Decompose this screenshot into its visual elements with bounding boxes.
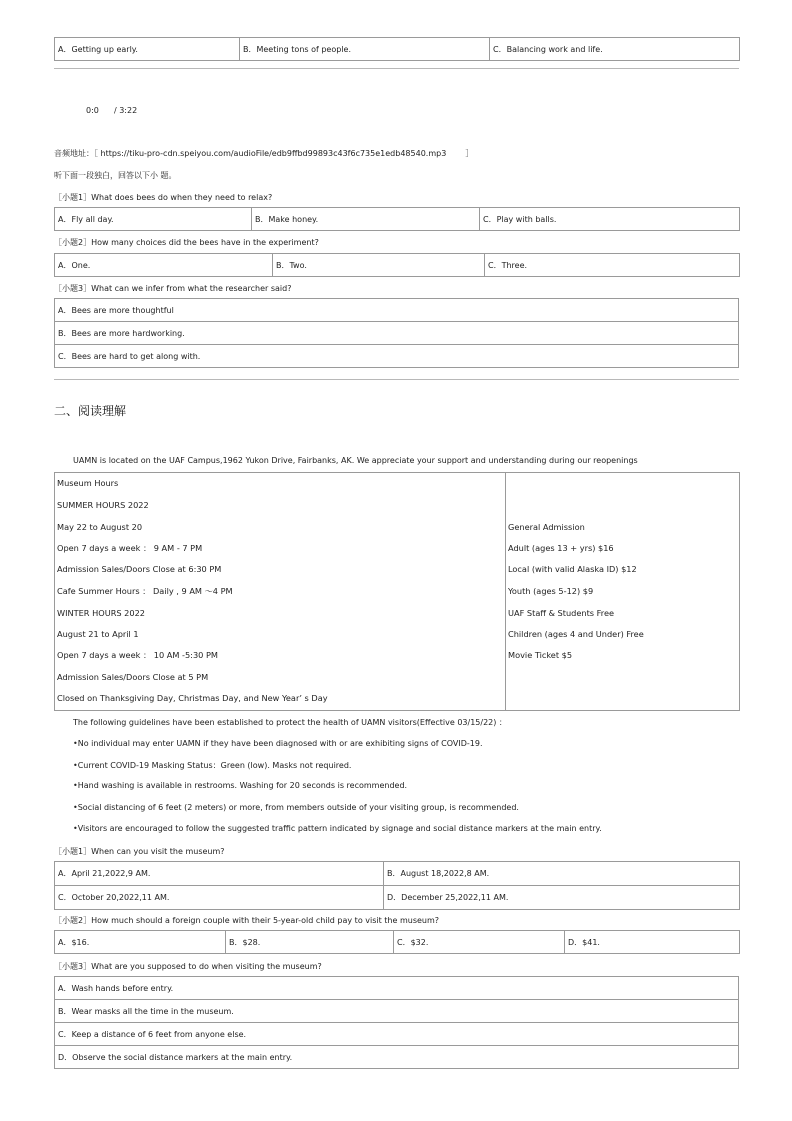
audio-link-line bbox=[54, 148, 473, 159]
hours-line: Open 7 days a week ： 9 AM - 7 PM bbox=[57, 543, 203, 553]
reading-q1-option-d[interactable]: D．December 25,2022,11 AM. bbox=[384, 886, 740, 910]
admission-line: General Admission bbox=[508, 522, 585, 532]
reading-q2-stem: ［小题2］How much should a foreign couple with their 5-year-old child pay to visit the museum? bbox=[54, 916, 440, 925]
divider bbox=[54, 379, 739, 380]
reading-q3-option-c[interactable]: C．Keep a distance of 6 feet from anyone else. bbox=[55, 1023, 739, 1046]
admission-line: Adult (ages 13 + yrs) $16 bbox=[508, 543, 614, 553]
listening-q2-option-c[interactable]: C．Three. bbox=[485, 254, 740, 277]
listening-q2-option-a[interactable]: A．One. bbox=[55, 254, 273, 277]
guideline-item: •Social distancing of 6 feet (2 meters) or more, from members outside of your visiting group, is recommended. bbox=[73, 803, 519, 812]
hours-line: Closed on Thanksgiving Day, Christmas Day, and New Year’ s Day bbox=[57, 693, 328, 703]
guideline-item: •No individual may enter UAMN if they have been diagnosed with or are exhibiting signs of COVID-19. bbox=[73, 739, 483, 748]
museum-info-table bbox=[54, 472, 740, 711]
hours-line: Admission Sales/Doors Close at 6:30 PM bbox=[57, 564, 222, 574]
q0-option-c[interactable]: C．Balancing work and life. bbox=[490, 38, 740, 61]
hours-line: Museum Hours bbox=[57, 478, 119, 488]
reading-q2-options bbox=[54, 930, 740, 954]
admission-line: Movie Ticket $5 bbox=[508, 650, 573, 660]
reading-q1-option-b[interactable]: B．August 18,2022,8 AM. bbox=[384, 862, 740, 886]
audio-link-url[interactable]: https://tiku-pro-cdn.speiyou.com/audioFile/edb9ffbd99893c43f6c735e1edb48540.mp3 bbox=[100, 149, 447, 158]
reading-q2-option-c[interactable]: C．$32. bbox=[394, 931, 565, 954]
admission-cell bbox=[506, 473, 740, 711]
audio-duration: / 3:22 bbox=[113, 106, 138, 115]
audio-link-label: 音频地址：［ bbox=[54, 149, 98, 158]
reading-q2-option-b[interactable]: B．$28. bbox=[226, 931, 394, 954]
hours-line: May 22 to August 20 bbox=[57, 522, 143, 532]
listening-q3-option-b[interactable]: B．Bees are more hardworking. bbox=[55, 322, 739, 345]
reading-q1-option-c[interactable]: C．October 20,2022,11 AM. bbox=[55, 886, 384, 910]
listening-q2-options bbox=[54, 253, 740, 277]
hours-line: SUMMER HOURS 2022 bbox=[57, 500, 149, 510]
reading-q3-option-a[interactable]: A．Wash hands before entry. bbox=[55, 977, 739, 1000]
q0-option-b[interactable]: B．Meeting tons of people. bbox=[240, 38, 490, 61]
reading-q3-options bbox=[54, 976, 739, 1069]
section-title: 二、阅读理解 bbox=[54, 404, 127, 418]
guidelines-intro: The following guidelines have been established to protect the health of UAMN visitors(Effective 03/15/22) ： bbox=[73, 718, 507, 727]
audio-link-end: ］ bbox=[465, 149, 474, 158]
listening-q3-option-a[interactable]: A．Bees are more thoughtful bbox=[55, 299, 739, 322]
listening-q3-option-c[interactable]: C．Bees are hard to get along with. bbox=[55, 345, 739, 368]
reading-q3-option-d[interactable]: D．Observe the social distance markers at the main entry. bbox=[55, 1046, 739, 1069]
listening-q3-stem: ［小题3］What can we infer from what the researcher said? bbox=[54, 284, 292, 293]
q0-options-table bbox=[54, 37, 740, 61]
reading-q2-option-a[interactable]: A．$16. bbox=[55, 931, 226, 954]
listening-q1-stem: ［小题1］What does bees do when they need to relax? bbox=[54, 193, 273, 202]
audio-player[interactable] bbox=[86, 106, 137, 115]
admission-line: Youth (ages 5-12) $9 bbox=[508, 586, 594, 596]
listening-q2-option-b[interactable]: B．Two. bbox=[273, 254, 485, 277]
listening-q1-option-b[interactable]: B．Make honey. bbox=[252, 208, 480, 231]
reading-q3-option-b[interactable]: B．Wear masks all the time in the museum. bbox=[55, 1000, 739, 1023]
hours-line: Open 7 days a week ： 10 AM -5:30 PM bbox=[57, 650, 218, 660]
hours-cell bbox=[55, 473, 506, 711]
q0-option-a[interactable]: A．Getting up early. bbox=[55, 38, 240, 61]
listening-q1-options bbox=[54, 207, 740, 231]
hours-line: August 21 to April 1 bbox=[57, 629, 139, 639]
divider bbox=[54, 68, 739, 69]
reading-intro: UAMN is located on the UAF Campus,1962 Yukon Drive, Fairbanks, AK. We appreciate your support and understanding during our reopenings bbox=[73, 456, 638, 465]
reading-q2-option-d[interactable]: D．$41. bbox=[565, 931, 740, 954]
listening-q1-option-c[interactable]: C．Play with balls. bbox=[480, 208, 740, 231]
admission-line: Local (with valid Alaska ID) $12 bbox=[508, 564, 637, 574]
reading-q3-stem: ［小题3］What are you supposed to do when visiting the museum? bbox=[54, 962, 322, 971]
hours-line: Cafe Summer Hours ： Daily , 9 AM ～4 PM bbox=[57, 586, 233, 596]
audio-time: 0:0 bbox=[86, 106, 99, 115]
hours-line: Admission Sales/Doors Close at 5 PM bbox=[57, 672, 209, 682]
listening-q2-stem: ［小题2］How many choices did the bees have in the experiment? bbox=[54, 238, 319, 247]
guideline-item: •Hand washing is available in restrooms. Washing for 20 seconds is recommended. bbox=[73, 781, 408, 790]
listening-instruction: 听下面一段独白，回答以下小 题。 bbox=[54, 171, 177, 180]
hours-line: WINTER HOURS 2022 bbox=[57, 608, 146, 618]
guideline-item: •Visitors are encouraged to follow the suggested traffic pattern indicated by signage and social distance markers at the main entry. bbox=[73, 824, 602, 833]
reading-q1-option-a[interactable]: A．April 21,2022,9 AM. bbox=[55, 862, 384, 886]
reading-q1-stem: ［小题1］When can you visit the museum? bbox=[54, 847, 225, 856]
admission-line: Children (ages 4 and Under) Free bbox=[508, 629, 644, 639]
admission-line: UAF Staff & Students Free bbox=[508, 608, 615, 618]
listening-q1-option-a[interactable]: A．Fly all day. bbox=[55, 208, 252, 231]
guideline-item: •Current COVID-19 Masking Status：Green (low). Masks not required. bbox=[73, 761, 352, 770]
listening-q3-options bbox=[54, 298, 739, 368]
reading-q1-options bbox=[54, 861, 740, 910]
